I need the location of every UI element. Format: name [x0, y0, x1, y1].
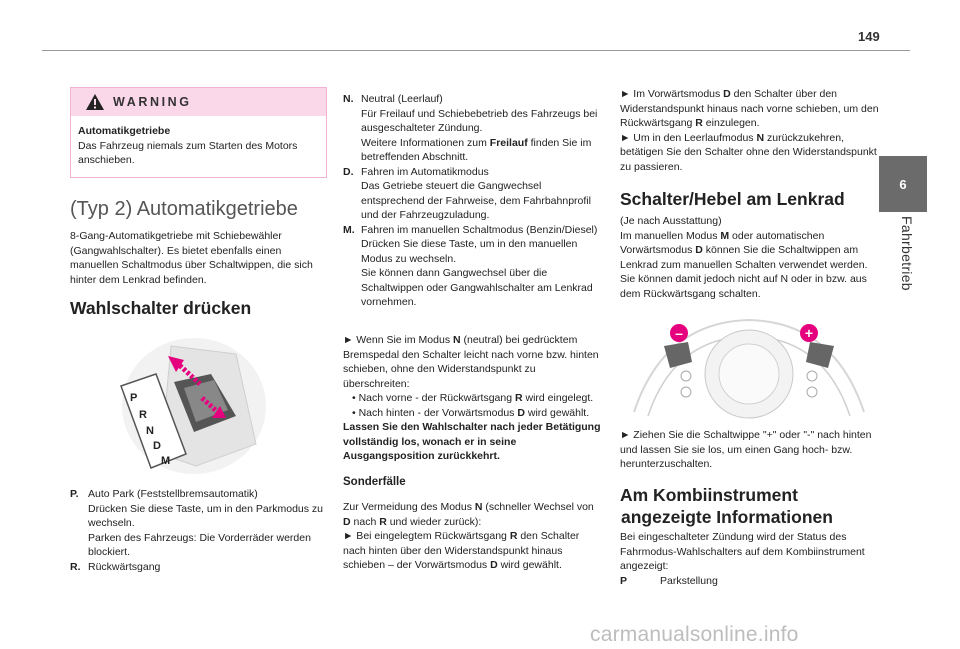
definition-line: Weitere Informationen zum Freilauf finden Sie im betreffenden Abschnitt. — [361, 136, 592, 163]
header-rule — [42, 50, 910, 51]
definition-line: Für Freilauf und Schiebebetrieb des Fahrzeugs bei ausgeschalteter Zündung. — [361, 107, 598, 134]
definition-key: P — [620, 575, 628, 587]
section-title-instrument: Am Kombiinstrument angezeigte Informationen — [620, 485, 833, 527]
paddle-instruction: ► Ziehen Sie die Schaltwippe "+" oder "-" nach hinten und lassen Sie sie los, um einen Gang hoch- bzw. herunterzuschalten. — [620, 429, 872, 470]
definition-list-col1 — [70, 487, 325, 574]
definition-item-d — [343, 165, 603, 223]
instrument-text: Bei eingeschalteter Zündung wird der Status des Fahrmodus-Wahlschalters auf dem Kombiinstrument angezeigt: — [620, 531, 865, 572]
definition-line: Neutral (Leerlauf) — [361, 93, 443, 105]
selector-label-m: M — [161, 455, 171, 467]
definition-list-col3 — [620, 574, 880, 589]
selector-label-d: D — [153, 440, 161, 452]
definition-line: Sie können dann Gangwechsel über die Schaltwippen oder Gangwahlschalter am Lenkrad vornehmen. — [361, 267, 593, 308]
col3-intro-text: ► Im Vorwärtsmodus D den Schalter über den Widerstandspunkt hinaus nach vorne schieben, um den Rückwärtsgang R einzulegen. ► Um in den Leerlaufmodus N zurückzukehren, betätigen Sie den Schalter ohne den Widerstandspunkt zu passieren. — [620, 88, 879, 173]
definition-key: M. — [343, 223, 355, 236]
section-intro-text: 8-Gang-Automatikgetriebe mit Schiebewähler (Gangwahlschalter). Es bietet ebenfalls einen manuellen Schaltmodus über Schaltwippen, die sich hinter dem Lenkrad befinden. — [70, 230, 313, 286]
page-number: 149 — [858, 29, 880, 44]
minus-label: – — [675, 325, 683, 341]
selector-label-p: P — [130, 392, 138, 404]
definition-line: Fahren im manuellen Schaltmodus (Benzin/Diesel) — [361, 223, 598, 236]
warning-label: WARNING — [113, 95, 192, 109]
subheading-special-cases: Sonderfälle — [343, 476, 406, 488]
definition-line: Parkstellung — [660, 575, 718, 587]
definition-item-p — [70, 487, 325, 560]
definition-key: N. — [343, 93, 354, 105]
watermark: carmanualsonline.info — [590, 623, 799, 646]
plus-label: + — [804, 325, 814, 341]
definition-key: R. — [70, 560, 81, 573]
special-cases-text: Zur Vermeidung des Modus N (schneller Wechsel von D nach R und wieder zurück): ► Bei eingelegtem Rückwärtsgang R den Schalter nach hinten über den Widerstandspunkt hinaus schieben – der Vorwärtsmodus D wird gewählt. — [343, 501, 594, 571]
definition-item-m — [343, 223, 603, 310]
definition-item-r — [70, 560, 325, 575]
selector-label-r: R — [139, 409, 147, 421]
section-title-paddles: Schalter/Hebel am Lenkrad — [620, 189, 845, 209]
release-note: Lassen Sie den Wahlschalter nach jeder Betätigung vollständig los, wonach er in seine Ausgangsposition zurückkehrt. — [343, 421, 601, 462]
definition-key: D. — [343, 165, 354, 178]
definition-list-col2 — [343, 92, 603, 310]
definition-line: Drücken Sie diese Taste, um in den Parkmodus zu wechseln. — [88, 502, 324, 529]
selector-label-n: N — [146, 425, 154, 437]
steering-wheel-illustration — [624, 312, 874, 420]
bullet-forward: • Nach vorne - der Rückwärtsgang R wird eingelegt. — [352, 392, 594, 404]
chapter-tab[interactable]: 6 — [879, 156, 927, 212]
neutral-instruction: ► Wenn Sie im Modus N (neutral) bei gedrücktem Bremspedal den Schalter leicht nach vorne bzw. hinten schieben, ohne den Widerstandspunkt zu überschreiten: • Nach vorne - der Rückwärtsgang R wird eingelegt. • Nach hinten - der Vorwärtsmodus D wird gewählt. Lassen Sie den Wahlschalter nach jeder Betätigung vollständig los, wonach er in seine Ausgangsposition zurückkehrt. — [343, 333, 603, 464]
warning-title: Automatikgetriebe — [78, 125, 171, 137]
warning-text: Das Fahrzeug niemals zum Starten des Motors anschieben. — [78, 139, 298, 166]
section-title-selector: Wahlschalter drücken — [70, 298, 252, 318]
chapter-title: Fahrbetrieb — [899, 216, 915, 291]
definition-item-n — [343, 92, 603, 165]
warning-triangle-icon — [85, 93, 105, 111]
warning-header — [71, 88, 326, 116]
definition-line: Rückwärtsgang — [88, 560, 161, 573]
definition-key: P. — [70, 488, 79, 500]
definition-line: Drücken Sie diese Taste, um in den manuellen Modus zu wechseln. — [361, 238, 578, 265]
definition-line: Fahren im Automatikmodus — [361, 165, 489, 178]
bullet-backward: • Nach hinten - der Vorwärtsmodus D wird gewählt. — [352, 406, 590, 419]
selector-switch-illustration — [116, 334, 266, 474]
definition-line: Das Getriebe steuert die Gangwechsel entsprechend der Fahrweise, dem Fahrbahnprofil und der Fahrzeugzuladung. — [361, 180, 591, 221]
definition-line: Auto Park (Feststellbremsautomatik) — [88, 488, 258, 500]
warning-box — [70, 87, 327, 178]
definition-line: Parken des Fahrzeugs: Die Vorderräder werden blockiert. — [88, 531, 311, 558]
section-title-type2: (Typ 2) Automatikgetriebe — [70, 198, 298, 220]
paddles-text: (Je nach Ausstattung) Im manuellen Modus M oder automatischen Vorwärtsmodus D können Sie die Schaltwippen am Lenkrad zum manuellen Schalten verwendet werden. Sie können damit jedoch nicht auf N oder in bzw. aus dem Rückwärtsgang schalten. — [620, 215, 868, 300]
